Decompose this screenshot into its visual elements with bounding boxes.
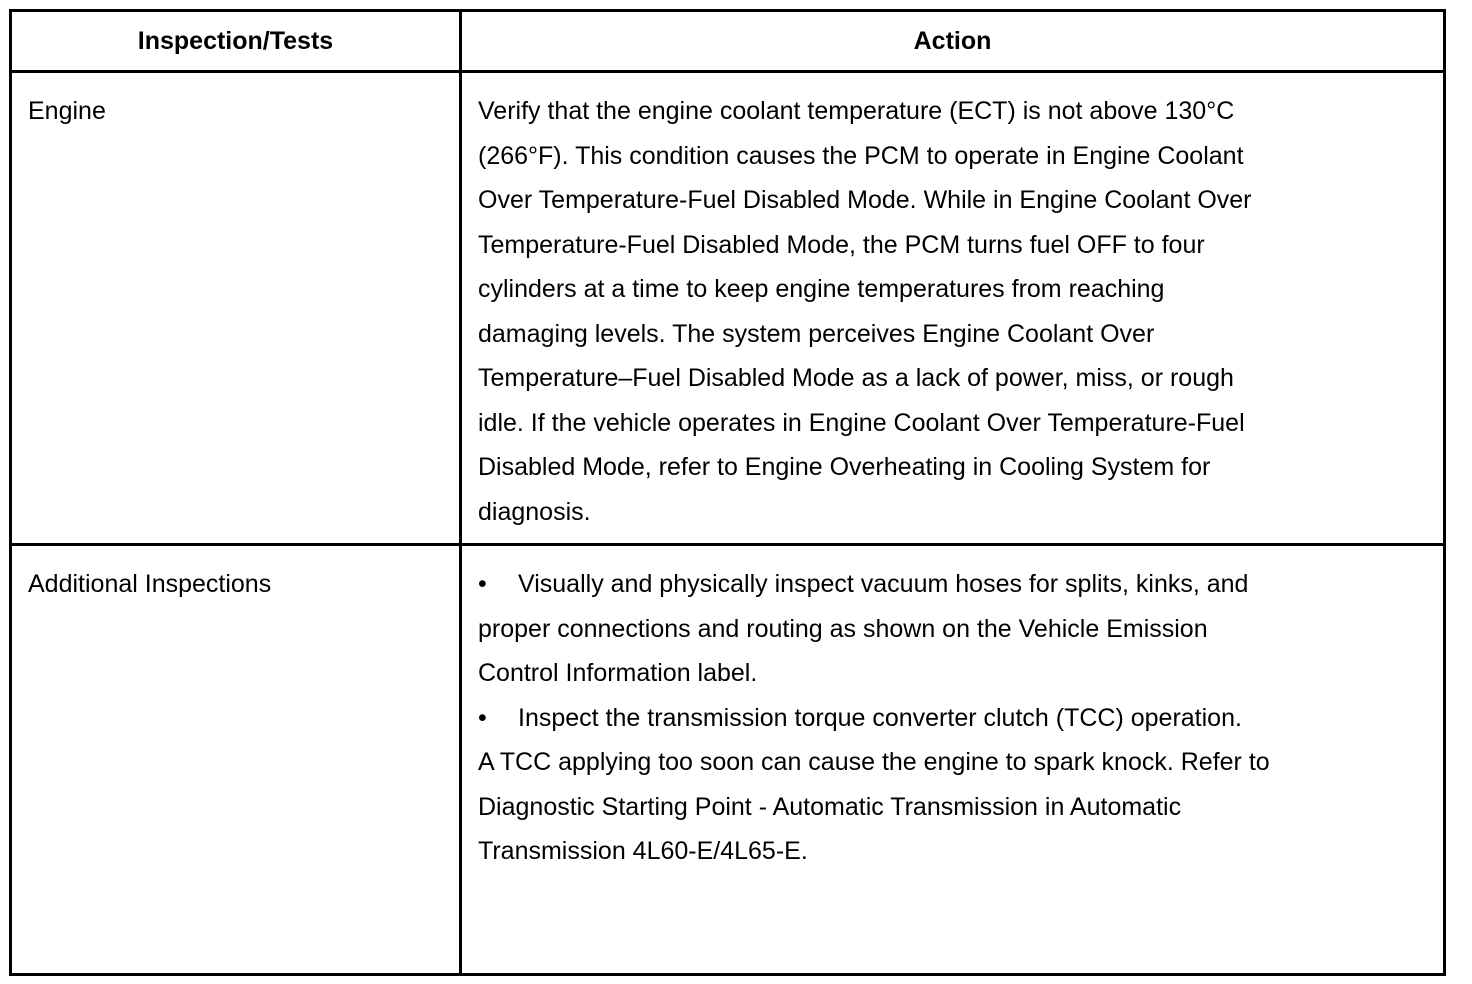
bullet-text-line: Inspect the transmission torque converter clutch (TCC) operation.: [518, 703, 1242, 732]
note-text-line: Diagnostic Starting Point - Automatic Transmission in Automatic: [478, 792, 1182, 821]
table-row-additional-inspections: [11, 545, 1445, 975]
inspection-table: [9, 9, 1446, 976]
engine-action-line: Temperature–Fuel Disabled Mode as a lack of power, miss, or rough: [478, 364, 1234, 392]
engine-action-line: diagnosis.: [478, 497, 591, 526]
additional-action-cell: [461, 545, 1445, 975]
engine-action-line: Temperature-Fuel Disabled Mode, the PCM turns fuel OFF to four: [478, 230, 1205, 259]
bullet-text-line: Control Information label.: [478, 659, 758, 687]
bullet-icon: •: [478, 570, 487, 598]
bullet-icon: •: [478, 703, 487, 732]
table-row-engine: [11, 72, 1445, 545]
engine-action-line: (266°F). This condition causes the PCM to operate in Engine Coolant: [478, 141, 1244, 170]
note-text-line: Transmission 4L60-E/4L65-E.: [478, 837, 808, 865]
bullet-item-tcc-operation: [478, 696, 1423, 741]
bullet-text-line: Visually and physically inspect vacuum hoses for splits, kinks, and: [518, 570, 1249, 598]
bullet-text-line: proper connections and routing as shown on the Vehicle Emission: [478, 614, 1208, 643]
bullet-item-vacuum-hoses: [478, 562, 1423, 607]
additional-action-text: [462, 546, 1443, 874]
engine-action-line: Over Temperature-Fuel Disabled Mode. While in Engine Coolant Over: [478, 186, 1252, 214]
engine-action-cell: [461, 72, 1445, 545]
engine-action-line: idle. If the vehicle operates in Engine Coolant Over Temperature-Fuel: [478, 408, 1245, 437]
additional-inspection-label: Additional Inspections: [28, 570, 272, 598]
engine-action-line: Disabled Mode, refer to Engine Overheating in Cooling System for: [478, 453, 1211, 481]
additional-inspection-cell: [11, 545, 461, 975]
engine-action-line: damaging levels. The system perceives Engine Coolant Over: [478, 319, 1155, 348]
engine-action-line: Verify that the engine coolant temperature (ECT) is not above 130°C: [478, 97, 1235, 125]
header-action: Action: [461, 11, 1445, 72]
note-text-line: A TCC applying too soon can cause the engine to spark knock. Refer to: [478, 748, 1270, 776]
engine-action-line: cylinders at a time to keep engine temperatures from reaching: [478, 275, 1165, 303]
engine-inspection-label: Engine: [28, 97, 106, 125]
header-row: [11, 11, 1445, 72]
header-inspection-tests: Inspection/Tests: [11, 11, 461, 72]
engine-inspection-cell: [11, 72, 461, 545]
engine-action-text: [462, 73, 1443, 534]
